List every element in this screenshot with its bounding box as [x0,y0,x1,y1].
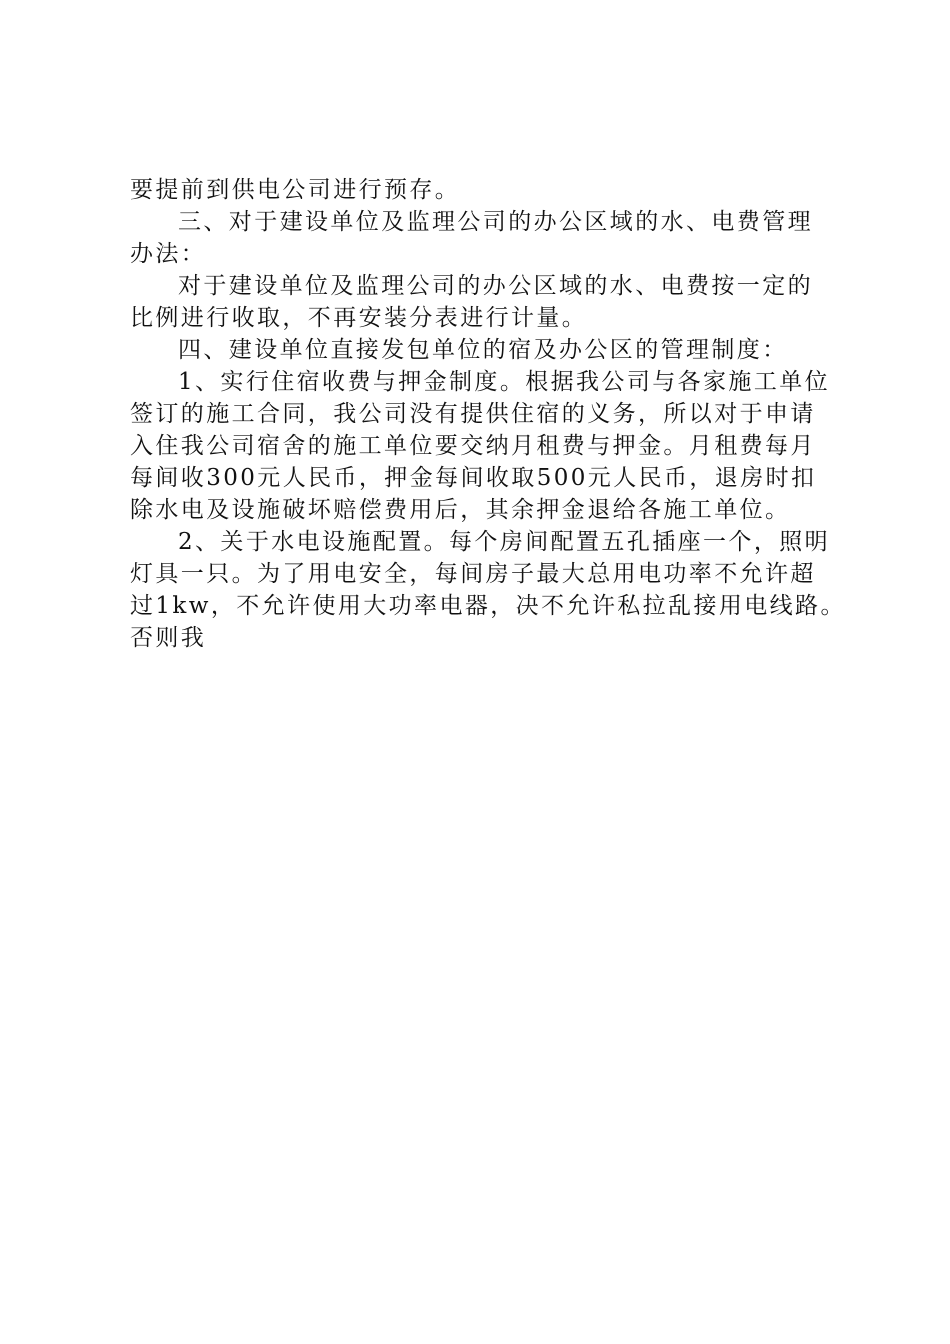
section-heading: 三、对于建设单位及监理公司的办公区域的水、电费管理 [178,209,813,235]
text-line: 要提前到供电公司进行预存。 [130,177,461,203]
text-line: 灯具一只。为了用电安全，每间房子最大总用电功率不允许超 [130,561,816,587]
text-line: 比例进行收取，不再安装分表进行计量。 [130,305,588,331]
text-line: 除水电及设施破坏赔偿费用后，其余押金退给各施工单位。 [130,497,791,523]
text-line: 入住我公司宿舍的施工单位要交纳月租费与押金。月租费每月 [130,433,816,459]
text-line: 否则我 [130,625,207,651]
text-line: 签订的施工合同，我公司没有提供住宿的义务，所以对于申请 [130,401,816,427]
section-heading: 四、建设单位直接发包单位的宿及办公区的管理制度： [178,337,788,363]
list-item-heading: 2、关于水电设施配置。每个房间配置五孔插座一个，照明 [178,529,831,555]
text-line: 办法： [130,241,207,267]
paragraph-line: 对于建设单位及监理公司的办公区域的水、电费按一定的 [178,273,813,299]
document-body [130,174,850,654]
list-item-heading: 1、实行住宿收费与押金制度。根据我公司与各家施工单位 [178,369,831,395]
text-line: 每间收300元人民币，押金每间收取500元人民币，退房时扣 [130,465,817,491]
text-line: 过1kw，不允许使用大功率电器，决不允许私拉乱接用电线路。 [130,593,846,619]
